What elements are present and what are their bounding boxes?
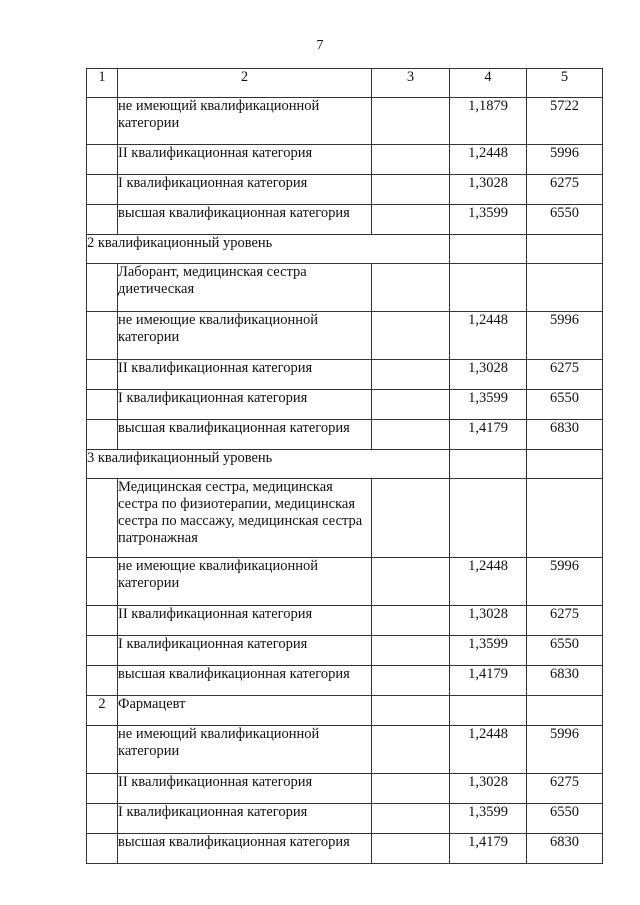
category-cell: II квалификационная категория <box>118 606 372 636</box>
index-cell <box>87 606 118 636</box>
empty-cell <box>372 774 450 804</box>
index-cell: 2 <box>87 696 118 726</box>
coefficient-cell: 1,3028 <box>450 774 527 804</box>
category-cell: I квалификационная категория <box>118 390 372 420</box>
level-row <box>87 235 603 264</box>
empty-cell <box>372 696 450 726</box>
position-cell: Фармацевт <box>118 696 372 726</box>
index-cell <box>87 834 118 864</box>
salary-cell: 6550 <box>527 804 603 834</box>
category-cell: I квалификационная категория <box>118 804 372 834</box>
category-cell: не имеющие квалификационной категории <box>118 558 372 606</box>
index-cell <box>87 774 118 804</box>
header-cell: 2 <box>118 69 372 98</box>
empty-cell <box>450 235 527 264</box>
salary-cell: 6275 <box>527 606 603 636</box>
index-cell <box>87 175 118 205</box>
category-cell: не имеющий квалификационной категории <box>118 726 372 774</box>
empty-cell <box>372 420 450 450</box>
salary-cell: 6550 <box>527 390 603 420</box>
table-row <box>87 558 603 606</box>
index-cell <box>87 726 118 774</box>
empty-cell <box>372 726 450 774</box>
table-row <box>87 479 603 558</box>
table-row <box>87 420 603 450</box>
header-row <box>87 69 603 98</box>
salary-cell: 6830 <box>527 420 603 450</box>
table-row <box>87 145 603 175</box>
index-cell <box>87 666 118 696</box>
empty-cell <box>372 804 450 834</box>
table-row <box>87 312 603 360</box>
salary-cell: 6830 <box>527 834 603 864</box>
coefficient-cell: 1,2448 <box>450 558 527 606</box>
empty-cell <box>372 205 450 235</box>
empty-cell <box>372 606 450 636</box>
empty-cell <box>450 479 527 558</box>
index-cell <box>87 420 118 450</box>
coefficient-cell: 1,3028 <box>450 606 527 636</box>
header-cell: 5 <box>527 69 603 98</box>
table-row <box>87 264 603 312</box>
index-cell <box>87 479 118 558</box>
coefficient-cell: 1,4179 <box>450 666 527 696</box>
table-row <box>87 390 603 420</box>
index-cell <box>87 98 118 145</box>
page-number: 7 <box>316 38 324 53</box>
header-cell: 3 <box>372 69 450 98</box>
index-cell <box>87 360 118 390</box>
table-row <box>87 696 603 726</box>
empty-cell <box>527 235 603 264</box>
salary-cell: 6275 <box>527 175 603 205</box>
empty-cell <box>450 450 527 479</box>
empty-cell <box>527 479 603 558</box>
index-cell <box>87 264 118 312</box>
header-cell: 4 <box>450 69 527 98</box>
table-row <box>87 98 603 145</box>
index-cell <box>87 636 118 666</box>
salary-cell: 6550 <box>527 636 603 666</box>
empty-cell <box>372 264 450 312</box>
category-cell: высшая квалификационная категория <box>118 834 372 864</box>
index-cell <box>87 804 118 834</box>
level-heading: 3 квалификационный уровень <box>87 450 450 479</box>
salary-cell: 5996 <box>527 312 603 360</box>
empty-cell <box>372 175 450 205</box>
table-row <box>87 726 603 774</box>
coefficient-cell: 1,3599 <box>450 390 527 420</box>
empty-cell <box>372 390 450 420</box>
salary-cell: 5996 <box>527 726 603 774</box>
empty-cell <box>372 145 450 175</box>
coefficient-cell: 1,3599 <box>450 636 527 666</box>
salary-cell: 5996 <box>527 558 603 606</box>
empty-cell <box>527 696 603 726</box>
coefficient-cell: 1,4179 <box>450 420 527 450</box>
index-cell <box>87 205 118 235</box>
empty-cell <box>372 98 450 145</box>
empty-cell <box>372 558 450 606</box>
empty-cell <box>372 360 450 390</box>
coefficient-cell: 1,2448 <box>450 145 527 175</box>
empty-cell <box>527 264 603 312</box>
index-cell <box>87 390 118 420</box>
coefficient-cell: 1,3028 <box>450 175 527 205</box>
coefficient-cell: 1,4179 <box>450 834 527 864</box>
salary-cell: 5722 <box>527 98 603 145</box>
coefficient-cell: 1,3599 <box>450 804 527 834</box>
empty-cell <box>372 479 450 558</box>
coefficient-cell: 1,1879 <box>450 98 527 145</box>
table-row <box>87 666 603 696</box>
salary-cell: 6830 <box>527 666 603 696</box>
empty-cell <box>372 834 450 864</box>
empty-cell <box>372 636 450 666</box>
table-row <box>87 205 603 235</box>
table-row <box>87 834 603 864</box>
category-cell: высшая квалификационная категория <box>118 420 372 450</box>
coefficient-cell: 1,2448 <box>450 726 527 774</box>
salary-cell: 5996 <box>527 145 603 175</box>
position-cell: Лаборант, медицинская сестра диетическая <box>118 264 372 312</box>
level-heading: 2 квалификационный уровень <box>87 235 450 264</box>
table-row <box>87 804 603 834</box>
category-cell: высшая квалификационная категория <box>118 666 372 696</box>
empty-cell <box>372 312 450 360</box>
salary-table <box>86 68 603 864</box>
header-cell: 1 <box>87 69 118 98</box>
table-row <box>87 774 603 804</box>
empty-cell <box>450 696 527 726</box>
category-cell: высшая квалификационная категория <box>118 205 372 235</box>
position-cell: Медицинская сестра, медицинская сестра по физиотерапии, медицинская сестра по массажу, медицинская сестра патронажная <box>118 479 372 558</box>
salary-cell: 6275 <box>527 774 603 804</box>
category-cell: не имеющие квалификационной категории <box>118 312 372 360</box>
table-row <box>87 606 603 636</box>
table-row <box>87 360 603 390</box>
category-cell: II квалификационная категория <box>118 360 372 390</box>
index-cell <box>87 558 118 606</box>
table-row <box>87 636 603 666</box>
category-cell: не имеющий квалификационной категории <box>118 98 372 145</box>
index-cell <box>87 312 118 360</box>
coefficient-cell: 1,3028 <box>450 360 527 390</box>
coefficient-cell: 1,2448 <box>450 312 527 360</box>
empty-cell <box>450 264 527 312</box>
category-cell: I квалификационная категория <box>118 636 372 666</box>
empty-cell <box>527 450 603 479</box>
category-cell: II квалификационная категория <box>118 145 372 175</box>
salary-cell: 6275 <box>527 360 603 390</box>
category-cell: I квалификационная категория <box>118 175 372 205</box>
empty-cell <box>372 666 450 696</box>
coefficient-cell: 1,3599 <box>450 205 527 235</box>
category-cell: II квалификационная категория <box>118 774 372 804</box>
level-row <box>87 450 603 479</box>
index-cell <box>87 145 118 175</box>
table-row <box>87 175 603 205</box>
salary-cell: 6550 <box>527 205 603 235</box>
